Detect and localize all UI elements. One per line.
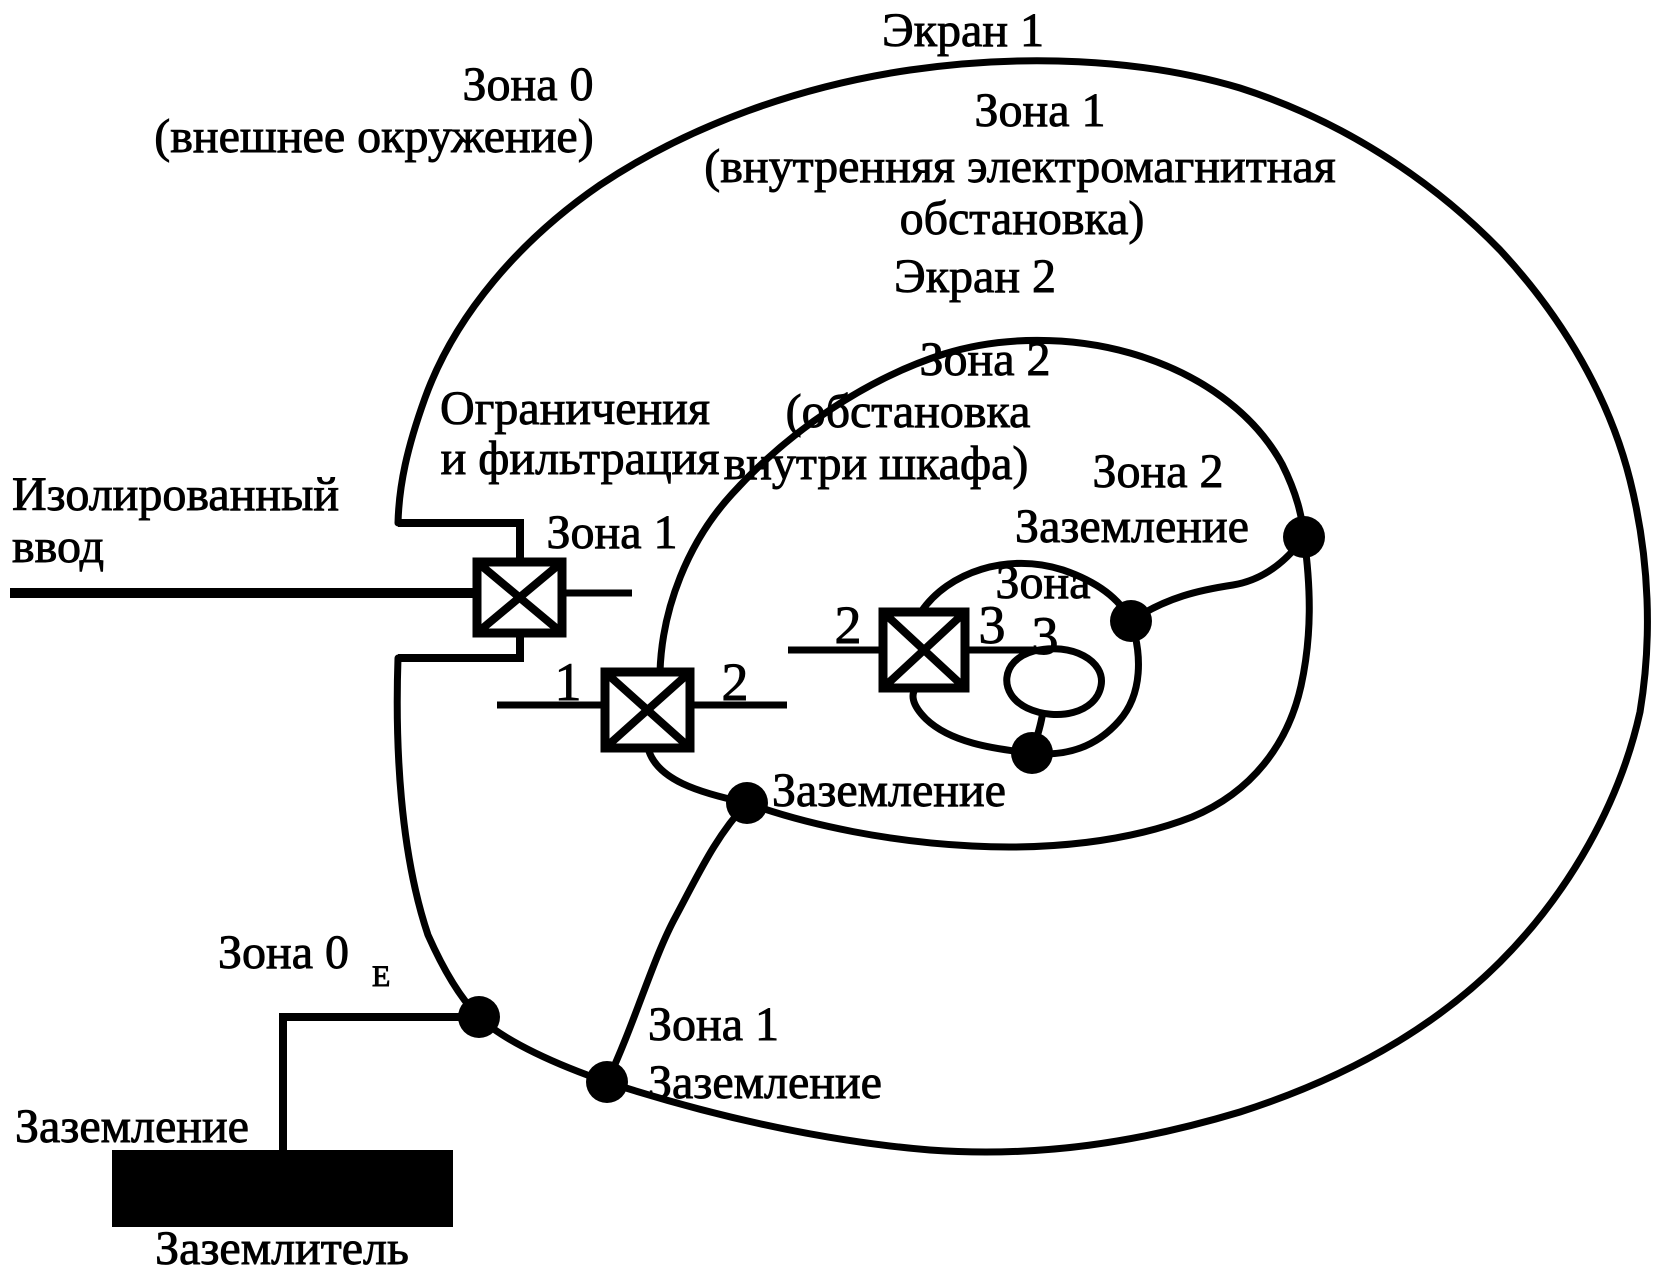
label-zone0e-subscript: Е	[372, 960, 391, 993]
label-zone2-title: Зона 2	[919, 333, 1051, 386]
screen1-entry-ledge-top	[398, 523, 520, 562]
label-zone2-subtitle2: внутри шкафа)	[723, 437, 1029, 490]
label-zone1-subtitle2: обстановка)	[899, 192, 1145, 245]
label-zone2-subtitle1: (обстановка	[785, 385, 1031, 438]
label-ground-left: Заземление	[15, 1100, 249, 1153]
label-zone3-digit: 3	[1031, 606, 1059, 666]
earthing-conductor	[283, 1017, 479, 1150]
label-port-spd2-out: 2	[721, 652, 749, 712]
filter-box-2	[605, 672, 690, 748]
label-screen2: Экран 2	[894, 250, 1056, 303]
bond-point-zone3-ground	[1011, 732, 1053, 774]
filter-box-1	[477, 562, 562, 633]
bond-point-zone2-ground	[1283, 516, 1325, 558]
label-zone3-word: Зона	[995, 556, 1091, 609]
label-zone1-entry: Зона 1	[546, 506, 678, 559]
filter-box-3	[883, 612, 965, 688]
label-zone1-ground-line2: Заземление	[648, 1056, 882, 1109]
label-zone1-subtitle1: (внутренняя электромагнитная	[704, 140, 1336, 193]
label-port-spd3-in: 2	[834, 595, 862, 655]
label-zone0e: Зона 0	[218, 926, 350, 979]
bond-point-screen2-ground	[726, 782, 768, 824]
label-zone2-ground: Заземление	[1015, 500, 1249, 553]
bond-point-earth-lead	[458, 996, 500, 1038]
label-zone0-title: Зона 0	[462, 58, 594, 111]
ground-electrode-bar	[112, 1150, 453, 1227]
label-zone1-ground-line1: Зона 1	[648, 998, 780, 1051]
label-ground-electrode: Заземлитель	[155, 1222, 409, 1272]
bond-point-zone1-ground	[586, 1061, 628, 1103]
label-port-spd3-out: 3	[978, 595, 1006, 655]
label-isolated-input-line2: ввод	[12, 520, 105, 573]
label-screen1: Экран 1	[882, 4, 1044, 57]
label-zone0-subtitle: (внешнее окружение)	[154, 110, 594, 163]
label-isolated-input-line1: Изолированный	[12, 468, 339, 521]
label-limits-line2: и фильтрация	[440, 432, 720, 485]
label-zone2-right: Зона 2	[1092, 445, 1224, 498]
bond-point-zone3-shell	[1110, 600, 1152, 642]
label-port-spd2-in: 1	[554, 652, 582, 712]
label-zone1-title: Зона 1	[974, 84, 1106, 137]
label-ground-center: Заземление	[772, 764, 1006, 817]
label-limits-line1: Ограничения	[440, 382, 710, 435]
